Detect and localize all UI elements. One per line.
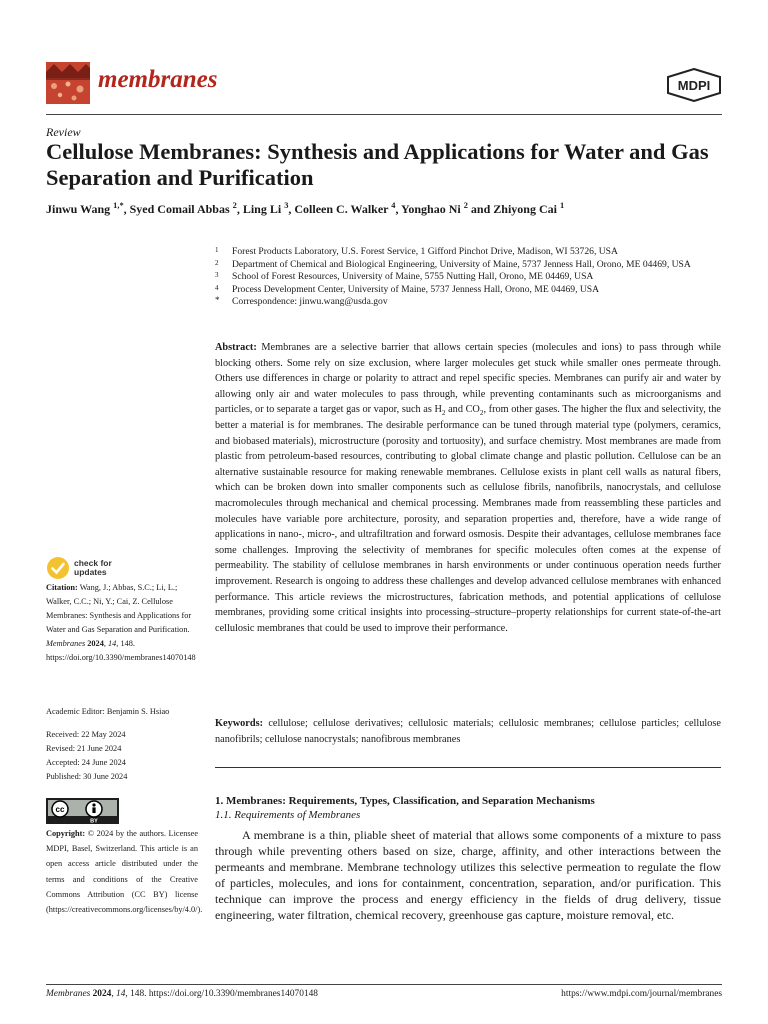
check-for-updates-badge[interactable] (46, 556, 112, 580)
affiliation-item (215, 284, 725, 297)
footer-journal-url[interactable]: https://www.mdpi.com/journal/membranes (561, 989, 722, 999)
abstract-label: Abstract: (215, 342, 257, 353)
author-sup: 3 (284, 201, 289, 210)
dates-block (46, 728, 198, 784)
article-type: Review (46, 125, 81, 139)
author-sup: 2 (463, 201, 468, 210)
date-accepted: Accepted: 24 June 2024 (46, 758, 126, 767)
author-name: Syed Comail Abbas (129, 202, 230, 216)
footer-year: 2024 (92, 989, 112, 999)
correspondence-text: Correspondence: jinwu.wang@usda.gov (232, 296, 388, 308)
citation-journal: Membranes (46, 639, 86, 648)
affiliation-text: Process Development Center, University of Maine, 5737 Jenness Hall, Orono, ME 04469, USA (232, 283, 600, 295)
author-list: Jinwu Wang $^{1,*}$, Syed Comail Abbas $^2$, Ling Li $^3$, Colleen C. Walker $^4$, Yonghao Ni $^2$ and Zhiyong Cai $^1$ (46, 201, 565, 216)
affiliation-item (215, 259, 725, 272)
keywords-divider (215, 767, 721, 768)
affiliation-number: 1 (215, 246, 219, 254)
keywords-label: Keywords: (215, 718, 264, 729)
author-name: Colleen C. Walker (294, 202, 389, 216)
header-divider (46, 114, 722, 115)
citation-volume: 14 (108, 639, 117, 648)
cc-by-license-badge[interactable] (46, 798, 119, 824)
abstract-text-3: , from other gases. The higher the flux and selectivity, the better a material is for membranes. The desirable performance can be tuned through material type (polymers, ceramics, and biobased materials), microstructure (porosity and tortuosity), and surface chemistry. Most membranes are made from plastic from petroleum-based resources, contributing to global climate change and plastic pollution. Cellulose can be an alternative sustainable resource for making renewable membranes. Cellulose exists in plant cell walls as natural fibers, which can be broken down into smaller components such as cellulose fibrils, nanofibrils, nanocrystals, and cellulose macromolecules through mechanical and chemical processing. Membranes made from reassembling these particles and molecules have variable pore architecture, porosity, and separation properties and, therefore, have a wide range of applications in nano-, micro-, and ultrafiltration and forward osmosis. Despite their advantages, cellulose membranes face some challenges. Improving the selectivity of membranes for specific molecules often comes at the expense of permeability. The stability of cellulose membranes in harsh environments or under continuous operation needs further improvement. Research is ongoing to address these challenges and develop advanced cellulose membranes with enhanced performance. This article reviews the microstructures, fabrication methods, and potential applications of cellulose membranes, providing some critical insights into processing–structure–property relationships for current state-of-the-art cellulosic membranes that could be used to improve their performance. (215, 404, 721, 634)
abstract-text-2: and CO (445, 404, 480, 416)
affiliation-number: * (215, 295, 220, 306)
footer-volume: 14 (116, 989, 126, 999)
footer-divider (46, 984, 722, 985)
citation-pages: , 148. https://doi.org/10.3390/membranes14070148 (46, 639, 196, 662)
check-updates-icon (46, 556, 70, 580)
cc-by-label: BY (90, 818, 98, 824)
author-name: Zhiyong Cai (493, 202, 557, 216)
academic-editor: Academic Editor: Benjamin S. Hsiao (46, 707, 170, 716)
footer-doi: , 148. https://doi.org/10.3390/membranes14070148 (125, 989, 318, 999)
affiliation-item (215, 296, 725, 309)
body-paragraph: A membrane is a thin, pliable sheet of material that allows some components of a mixture to pass through while preventing others based on size, charge, affinity, and other interactions between the permeants and membrane. Membrane technology utilizes this selective permeation to regulate the flow of particles, molecules, and ions for containment, concentration, separation, and/or purification. This technique can improve the process and energy efficiency in the fields of drug delivery, tissue engineering, water filtration, chemical recovery, greenhouse gas capture, moisture removal, etc. (215, 828, 721, 922)
author-sup: 1,* (113, 201, 124, 210)
affiliation-item (215, 246, 725, 259)
citation-year: 2024 (87, 639, 104, 648)
section-heading: 1. Membranes: Requirements, Types, Classification, and Separation Mechanisms (215, 795, 595, 807)
abstract-sub-co2: 2 (479, 409, 484, 418)
abstract (215, 340, 721, 636)
mdpi-logo (666, 68, 722, 107)
check-updates-line1: check for (74, 558, 112, 568)
date-received: Received: 22 May 2024 (46, 730, 126, 739)
affiliation-text: School of Forest Resources, University of Maine, 5755 Nutting Hall, Orono, ME 04469, USA (232, 271, 594, 283)
author-name: Ling Li (242, 202, 282, 216)
affiliation-number: 2 (215, 258, 219, 267)
keywords-text: cellulose; cellulose derivatives; cellulosic materials; cellulosic membranes; cellulose particles; cellulose nanofibrils; cellulose nanocrystals; nanofibrous membranes (215, 718, 721, 745)
affiliation-item (215, 271, 725, 284)
citation-text: Wang, J.; Abbas, S.C.; Li, L.; Walker, C.C.; Ni, Y.; Cai, Z. Cellulose Membranes: Synthesis and Applications for Water and Gas Separation and Purification. (46, 583, 192, 634)
subsection-heading: 1.1. Requirements of Membranes (215, 809, 361, 821)
abstract-sub-h2: 2 (441, 409, 446, 418)
affiliation-text: Department of Chemical and Biological Engineering, University of Maine, 5737 Jenness Hall, Orono, ME 04469, USA (232, 258, 691, 270)
keywords (215, 716, 721, 747)
citation-label: Citation: (46, 583, 78, 592)
check-updates-line2: updates (74, 567, 107, 577)
copyright-text: © 2024 by the authors. Licensee MDPI, Basel, Switzerland. This article is an open access article distributed under the terms and conditions of the Creative Commons Attribution (CC BY) license (https://creativecommons.org/licenses/by/4.0/). (46, 829, 203, 915)
citation-block: Citation: Wang, J.; Abbas, S.C.; Li, L.; Walker, C.C.; Ni, Y.; Cai, Z. Cellulose Membranes: Synthesis and Applications for Water and Gas Separation and Purification. Membranes 2024, 14, 148. https://doi.org/10.3390/membranes14070148 (46, 583, 196, 662)
author-name: Yonghao Ni (401, 202, 461, 216)
affiliation-number: 3 (215, 271, 219, 280)
affiliations (215, 246, 725, 309)
journal-logo (46, 62, 90, 104)
date-published: Published: 30 June 2024 (46, 772, 128, 781)
author-sup: 4 (391, 201, 396, 210)
copyright-label: Copyright: (46, 829, 86, 838)
affiliation-text: Forest Products Laboratory, U.S. Forest Service, 1 Gifford Pinchot Drive, Madison, WI 53726, USA (232, 246, 618, 257)
copyright-block (46, 826, 203, 917)
abstract-text-1: Membranes are a selective barrier that allows certain species (molecules and ions) to pass through while blocking others. Some rely on size exclusion, where larger molecules get stuck while smaller ones permeate through. Others use differences in charge or polarity to attract and repel specific species. Membranes can purify air and water by allowing only air and water molecules to pass through, while preventing contaminants such as microorganisms and particles, or to separate a target gas or vapor, such as H (215, 342, 721, 416)
author-name: Jinwu Wang (46, 202, 111, 216)
author-sup: 1 (559, 201, 565, 210)
mdpi-text: MDPI (677, 78, 711, 93)
date-revised: Revised: 21 June 2024 (46, 744, 122, 753)
journal-name: membranes (98, 66, 218, 93)
article-title: Cellulose Membranes: Synthesis and Applications for Water and Gas Separation and Purification (46, 139, 709, 190)
affiliation-number: 4 (215, 283, 219, 292)
author-sup: 2 (232, 201, 237, 210)
footer-citation: Membranes 2024, 14, 148. https://doi.org/10.3390/membranes14070148 (46, 989, 318, 999)
footer-journal: Membranes (46, 989, 91, 999)
svg-text:cc: cc (55, 805, 65, 814)
